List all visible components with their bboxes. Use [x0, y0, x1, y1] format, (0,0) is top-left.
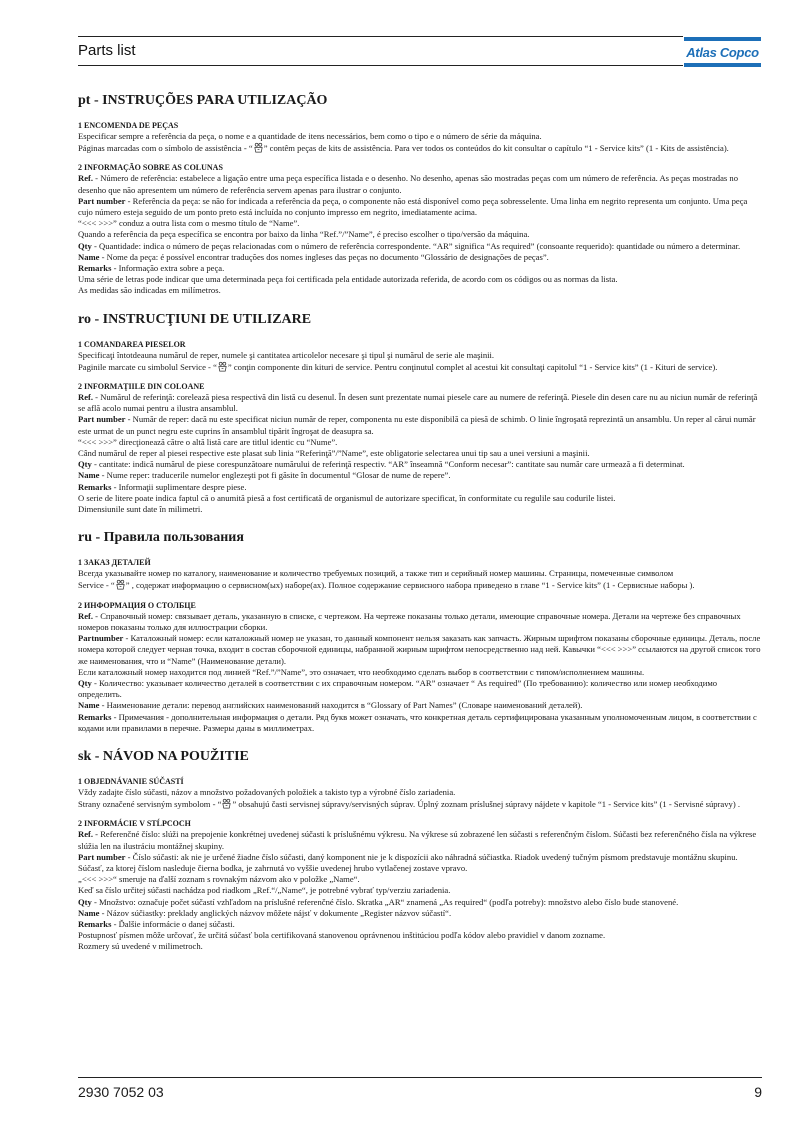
term-label: Name: [78, 907, 100, 918]
language-section: [78, 748, 762, 953]
text: - cantitate: indică numărul de piese corespunzătoare numărului de referinţă respectiv. “AR” înseamnă “Conform necesar”: cantitate sau număr care urmează a fi determinat.: [91, 459, 685, 470]
text: - Справочный номер: связывает деталь, указанную в списке, с чертежом. На чертеже показаны только детали, имеющие справочные номера. Детали на чертеже без справочных номеров показаны только для иллюстрации сборки.: [78, 610, 741, 632]
text: Páginas marcadas com o símbolo de assistência - “: [78, 143, 253, 154]
column-info-line: [78, 173, 762, 195]
column-info-line: [78, 712, 762, 734]
column-info-line: [78, 274, 762, 285]
paragraph: Specificaţi întotdeauna numărul de reper, numele şi cantitatea articolelor necesare şi tipul şi numărul de serie ale maşinii.: [78, 349, 495, 360]
text: ” conţin componente din kituri de service. Pentru conţinutul complet al acestui kit consultaţi capitolul “1 - Service kits” (1 - Kituri de service).: [227, 361, 718, 372]
column-info-line: [78, 263, 762, 274]
section-title: ru - Правила пользования: [78, 530, 244, 546]
text: - Número de referência: estabelece a ligação entre uma peça específica listada e o desenho. No desenho, apenas são mostradas peças com um número de referência. As peças mostradas no desenho que não apresentem um número de referência servem apenas para ilustrar o conjunto.: [78, 173, 738, 195]
column-info-line: [78, 482, 762, 493]
column-info-line: [78, 493, 762, 504]
subsection-heading: 1 COMANDAREA PIESELOR: [78, 339, 186, 349]
column-info-line: [78, 678, 762, 700]
column-info-line: [78, 392, 762, 414]
text: Paginile marcate cu simbolul Service - “: [78, 361, 217, 372]
term-label: Part number: [78, 195, 126, 206]
subsection-heading: 2 ИНФОРМАЦИЯ О СТОЛБЦЕ: [78, 600, 196, 610]
text: Strany označené servisným symbolom - “: [78, 799, 222, 810]
column-info-line: [78, 908, 762, 919]
service-kit-icon: [115, 579, 126, 590]
term-label: Qty: [78, 677, 92, 688]
term-label: Qty: [78, 459, 92, 470]
term-label: Qty: [78, 896, 92, 907]
column-info-line: [78, 448, 762, 459]
term-label: Partnumber: [78, 633, 124, 644]
column-info-line: [78, 252, 762, 263]
column-info-line: [78, 241, 762, 252]
text: O serie de litere poate indica faptul că o anumită piesă a fost certificată de organismul de autorizare specificat, în conformitate cu regulile sau codurile listei.: [78, 492, 616, 503]
term-label: Part number: [78, 414, 126, 425]
text: ” obsahujú časti servisnej súpravy/servisných súprav. Úplný zoznam príslušnej súpravy nájdete v kapitole “1 - Service kits” (1 - Servisné súpravy) .: [232, 799, 740, 810]
text: - Примечания - дополнительная информация о детали. Ряд букв может означать, что конкретная деталь сертифицирована указанным уполномоченным лицом, в соответствии с кодами или правилами в перечне. Размеры даны в миллиметрах.: [78, 711, 757, 733]
paragraph: Vždy zadajte číslo súčasti, názov a množstvo požadovaných položiek a takisto typ a výrobné číslo zariadenia.: [78, 786, 456, 797]
paragraph: [78, 361, 762, 373]
text: Uma série de letras pode indicar que uma determinada peça foi certificada pela entidade autorizada referida, de acordo com os códigos ou as normas da lista.: [78, 274, 618, 285]
text: - Informaţii suplimentare despre piese.: [111, 481, 247, 492]
column-info-line: [78, 941, 762, 952]
header-rule-top: [78, 36, 683, 37]
term-label: Remarks: [78, 918, 112, 929]
text: - Nume reper: traducerile numelor englezeşti pot fi găsite în documentul “Glosar de nume de repere”.: [99, 470, 451, 481]
text: - Каталожный номер: если каталожный номер не указан, то данный компонент нельзя заказать как запчасть. Жирным шрифтом показаны сборочные единицы. Деталь, после номера которой следует черная точка, входит в состав сборочной единицы, набранной жирным шрифтом непосредственно над ней. Кавычки “<<< >>>” ссылаются на другой список того же наименования, что и “Name” (Наименование детали).: [78, 633, 761, 666]
paragraph: [78, 579, 762, 591]
text: Postupnosť písmen môže určovať, že určitá súčasť bola certifikovaná stanovenou oprávnenou inštitúciou podľa kódov alebo pravidiel v danom zozname.: [78, 930, 606, 941]
column-info-line: [78, 897, 762, 908]
subsection-heading: 2 INFORMAÇÃO SOBRE AS COLUNAS: [78, 163, 223, 173]
term-label: Remarks: [78, 263, 112, 274]
text: ” , содержат информацию о сервисном(ых) наборе(ах). Полное содержание сервисного набора приведено в главе “1 - Service kits” (1 - Сервисные наборы ).: [125, 580, 695, 591]
column-info-line: [78, 504, 762, 515]
text: Când numărul de reper al piesei respective este plasat sub linia “Referinţă”/”Name”, este obligatorie selectarea unui tip sau a unei versiuni a maşinii.: [78, 448, 590, 459]
column-info-line: [78, 829, 762, 851]
language-section: [78, 311, 762, 516]
text: - Număr de reper: dacă nu este specificat niciun număr de reper, componenta nu este disponibilă ca piesă de schimb. O linie îngroşată reprezintă un ansamblu. Un reper al cărui număr este urmat de un punct negru este cuprins în ansamblul tipărit îngroşat de deasupra sa.: [78, 414, 756, 436]
subsection-heading: 2 INFORMAŢIILE DIN COLOANE: [78, 382, 205, 392]
column-info-line: [78, 459, 762, 470]
text: - Количество: указывает количество деталей в соответствии с их справочным номером. “AR” означает “ As required” (По требованию): количество или номер необходимо определить.: [78, 677, 718, 700]
text: - Informação extra sobre a peça.: [111, 263, 225, 274]
column-info-line: [78, 229, 762, 240]
term-label: Remarks: [78, 711, 112, 722]
text: - Наименование детали: перевод английских наименований находится в “Glossary of Part Names” (Словаре наименований деталей).: [99, 700, 583, 711]
text: - Numărul de referinţă: corelează piesa respectivă din listă cu desenul. În desen sunt prezentate numai piesele care au numere de referinţă. Piesele din desen care nu au niciun număr de referinţă se află acolo numai pentru a ilustra ansamblul.: [78, 392, 758, 414]
text: As medidas são indicadas em milímetros.: [78, 285, 221, 296]
paragraph: Всегда указывайте номер по каталогу, наименование и количество требуемых позиций, а также тип и серийный номер машины. Страницы, помеченные символом: [78, 568, 674, 579]
column-info-line: [78, 285, 762, 296]
text: Service - “: [78, 580, 115, 591]
text: - Číslo súčasti: ak nie je určené žiadne číslo súčasti, daný komponent nie je k dispozícii ako náhradná súčiastka. Riadok uvedený tučným písmom predstavuje montážnu skupinu. Súčasť, za ktorej číslom nasleduje čierna bodka, je zahrnutá vo vyššie uvedenej hrubo vytlačenej zostave vpravo.: [78, 851, 738, 873]
term-label: Name: [78, 251, 100, 262]
column-info-line: [78, 667, 762, 678]
text: - Názov súčiastky: preklady anglických názvov môžete nájsť v dokumente „Register názvov súčastí“.: [99, 907, 452, 918]
header-rule-bottom: [78, 65, 683, 66]
text: Dimensiunile sunt date în milimetri.: [78, 504, 203, 515]
term-label: Ref.: [78, 173, 94, 184]
column-info-line: [78, 611, 762, 633]
text: - Referenčné číslo: slúži na prepojenie konkrétnej uvedenej súčasti k príslušnému výkresu. Na výkrese sú zobrazené len súčasti s referenčným číslom. Súčasti bez referenčného čísla na výkrese slúžia len na ilustráciu montážnej skupiny.: [78, 829, 757, 851]
text: Keď sa číslo určitej súčasti nachádza pod riadkom „Ref.“/„Name“, je potrebné vybrať typ/verziu zariadenia.: [78, 885, 451, 896]
column-info-line: [78, 885, 762, 896]
column-info-line: [78, 470, 762, 481]
text: - Množstvo: označuje počet súčastí vzhľadom na príslušné referenčné číslo. Skratka „AR“ znamená „As required“ (podľa potreby): množstvo alebo číslo bude stanovené.: [91, 896, 679, 907]
column-info-line: [78, 437, 762, 448]
column-info-line: [78, 633, 762, 667]
term-label: Part number: [78, 851, 126, 862]
service-kit-icon: [221, 798, 232, 809]
service-kit-icon: [253, 142, 264, 153]
language-section: [78, 529, 762, 734]
column-info-line: [78, 919, 762, 930]
subsection-heading: 1 OBJEDNÁVANIE SÚČASTÍ: [78, 776, 184, 786]
column-info-line: [78, 414, 762, 436]
text: - Quantidade: indica o número de peças relacionadas com o número de referência correspondente. “AR” significa “As required” (consoante requerido): quantidade ou número a determinar.: [91, 240, 741, 251]
column-info-line: [78, 196, 762, 218]
text: “<<< >>>” direcţionează către o altă listă care are titlul identic cu “Nume”.: [78, 436, 338, 447]
term-label: Ref.: [78, 392, 94, 403]
term-label: Ref.: [78, 829, 94, 840]
section-title: pt - INSTRUÇÕES PARA UTILIZAÇÃO: [78, 93, 328, 108]
column-info-line: [78, 930, 762, 941]
column-info-line: [78, 218, 762, 229]
text: “<<< >>>” conduz a outra lista com o mesmo título de “Name”.: [78, 218, 300, 229]
text: - Nome da peça: é possível encontrar traduções dos nomes ingleses das peças no documento “Glossário de designações de peças”.: [99, 251, 549, 262]
page-header-title: Parts list: [78, 42, 136, 59]
subsection-heading: 2 INFORMÁCIE V STĹPCOCH: [78, 819, 191, 829]
paragraph: [78, 798, 762, 810]
text: Если каталожный номер находится под линией “Ref.”/”Name”, это означает, что необходимо сделать выбор в соответствии с типом/исполнением машины.: [78, 666, 645, 677]
text: „<<< >>>“ smeruje na ďalší zoznam s rovnakým názvom ako v položke „Name“.: [78, 874, 360, 885]
term-label: Name: [78, 700, 100, 711]
service-kit-icon: [217, 361, 228, 372]
column-info-line: [78, 874, 762, 885]
text: ” contêm peças de kits de assistência. Para ver todos os conteúdos do kit consultar o capítulo “1 - Service kits” (1 - Kits de assistência).: [263, 143, 729, 154]
paragraph: [78, 142, 762, 154]
subsection-heading: 1 ЗАКАЗ ДЕТАЛЕЙ: [78, 558, 151, 568]
section-title: sk - NÁVOD NA POUŽITIE: [78, 748, 249, 764]
language-section: [78, 92, 762, 297]
page-number: 9: [754, 1084, 762, 1100]
column-info-line: [78, 852, 762, 874]
term-label: Name: [78, 470, 100, 481]
subsection-heading: 1 ENCOMENDA DE PEÇAS: [78, 121, 179, 130]
text: Quando a referência da peça específica se encontra por baixo da linha “Ref.”/”Name”, é preciso escolher o tipo/versão da máquina.: [78, 229, 530, 240]
term-label: Ref.: [78, 610, 94, 621]
paragraph: Especificar sempre a referência da peça, o nome e a quantidade de itens necessários, bem como o tipo e o número de série da máquina.: [78, 131, 542, 141]
term-label: Remarks: [78, 481, 112, 492]
text: - Referência da peça: se não for indicada a referência da peça, o componente não está disponível como peça sobresselente. Uma linha em negrito representa um conjunto. Uma peça cujo número esteja seguido de um ponto preto está incluída no conjunto impresso em negrito, imediatamente acima.: [78, 195, 748, 218]
text: - Ďalšie informácie o danej súčasti.: [111, 918, 235, 929]
footer-rule: [78, 1077, 762, 1078]
column-info-line: [78, 700, 762, 711]
text: Rozmery sú uvedené v milimetroch.: [78, 941, 203, 952]
instructions-body: [78, 92, 762, 953]
section-title: ro - INSTRUCŢIUNI DE UTILIZARE: [78, 311, 312, 327]
atlas-copco-logo: Atlas Copco: [684, 37, 761, 67]
document-number: 2930 7052 03: [78, 1084, 164, 1100]
term-label: Qty: [78, 240, 92, 251]
